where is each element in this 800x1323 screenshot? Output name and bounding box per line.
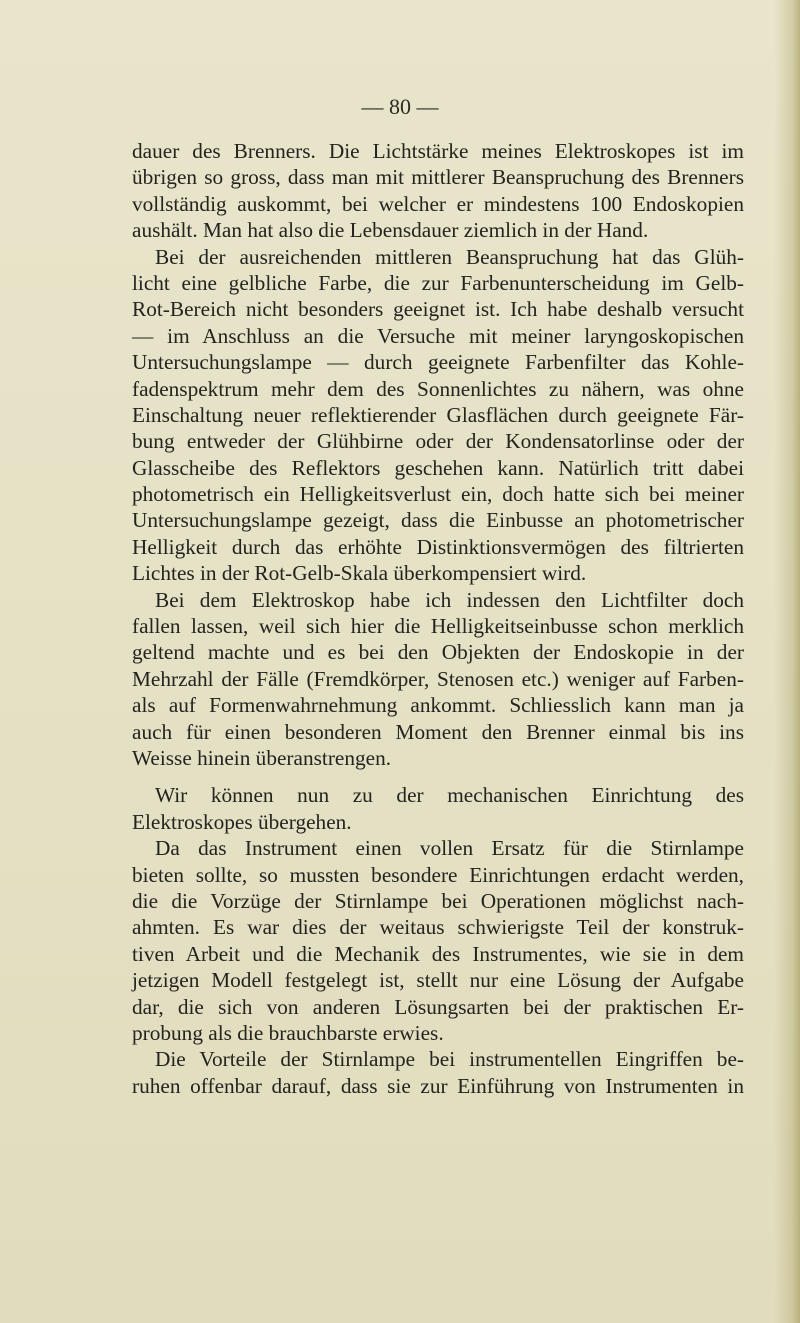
- paragraph: [132, 138, 744, 244]
- text-line: aushält. Man hat also die Lebensdauer ziemlich in der Hand.: [132, 218, 649, 243]
- section-gap: [132, 771, 744, 782]
- text-line: fallen lassen, weil sich hier die Helligkeitseinbusse schon merklich: [132, 614, 744, 639]
- text-line: — im Anschluss an die Versuche mit meiner laryngoskopischen: [132, 323, 744, 348]
- page-edge-shadow: [774, 0, 800, 1323]
- text-line: tiven Arbeit und die Mechanik des Instrumentes, wie sie in dem: [132, 941, 744, 966]
- paragraph: [132, 835, 744, 1046]
- text-line: Bei der ausreichenden mittleren Beanspruchung hat das Glüh-: [155, 244, 744, 269]
- text-line: Mehrzahl der Fälle (Fremdkörper, Stenosen etc.) weniger auf Farben-: [132, 666, 744, 691]
- text-line: bung entweder der Glühbirne oder der Kondensatorlinse oder der: [132, 429, 744, 454]
- text-line: vollständig auskommt, bei welcher er mindestens 100 Endoskopien: [132, 191, 744, 216]
- text-line: Wir können nun zu der mechanischen Einrichtung des: [155, 783, 744, 808]
- text-line: Untersuchungslampe — durch geeignete Farbenfilter das Kohle-: [132, 350, 744, 375]
- text-line: geltend machte und es bei den Objekten der Endoskopie in der: [132, 640, 744, 665]
- text-line: Helligkeit durch das erhöhte Distinktionsvermögen des filtrierten: [132, 534, 744, 559]
- text-line: Elektroskopes übergehen.: [132, 809, 352, 834]
- page-number: — 80 —: [361, 94, 439, 119]
- text-line: jetzigen Modell festgelegt ist, stellt nur eine Lösung der Aufgabe: [132, 968, 744, 993]
- text-line: ahmten. Es war dies der weitaus schwierigste Teil der konstruk-: [132, 915, 744, 940]
- paragraph: [132, 244, 744, 587]
- text-line: Rot-Bereich nicht besonders geeignet ist. Ich habe deshalb versucht: [132, 297, 744, 322]
- text-line: Bei dem Elektroskop habe ich indessen den Lichtfilter doch: [155, 587, 744, 612]
- paragraph: [132, 587, 744, 772]
- text-line: fadenspektrum mehr dem des Sonnenlichtes zu nähern, was ohne: [132, 376, 744, 401]
- text-line: dauer des Brenners. Die Lichtstärke meines Elektroskopes ist im: [132, 139, 744, 163]
- text-line: dar, die sich von anderen Lösungsarten bei der praktischen Er-: [132, 994, 744, 1019]
- text-line: Glasscheibe des Reflektors geschehen kann. Natürlich tritt dabei: [132, 455, 744, 480]
- text-line: auch für einen besonderen Moment den Brenner einmal bis ins: [132, 719, 744, 744]
- paragraph: [132, 782, 744, 835]
- text-line: ruhen offenbar darauf, dass sie zur Einführung von Instrumenten in: [132, 1073, 744, 1098]
- text-line: übrigen so gross, dass man mit mittlerer Beanspruchung des Brenners: [132, 165, 744, 190]
- text-line: Einschaltung neuer reflektierender Glasflächen durch geeignete Fär-: [132, 402, 744, 427]
- text-line: die die Vorzüge der Stirnlampe bei Operationen möglichst nach-: [132, 888, 744, 913]
- text-line: licht eine gelbliche Farbe, die zur Farbenunterscheidung im Gelb-: [132, 270, 744, 295]
- text-line: Weisse hinein überanstrengen.: [132, 745, 392, 770]
- text-line: Die Vorteile der Stirnlampe bei instrumentellen Eingriffen be-: [155, 1047, 744, 1072]
- body-text: [132, 138, 744, 1099]
- text-line: Da das Instrument einen vollen Ersatz für die Stirnlampe: [155, 836, 744, 861]
- text-line: photometrisch ein Helligkeitsverlust ein, doch hatte sich bei meiner: [132, 482, 744, 507]
- text-line: bieten sollte, so mussten besondere Einrichtungen erdacht werden,: [132, 862, 744, 887]
- text-line: probung als die brauchbarste erwies.: [132, 1020, 444, 1045]
- paragraph: [132, 1046, 744, 1099]
- text-line: Untersuchungslampe gezeigt, dass die Einbusse an photometrischer: [132, 508, 744, 533]
- text-line: als auf Formenwahrnehmung ankommt. Schliesslich kann man ja: [132, 693, 744, 718]
- text-line: Lichtes in der Rot-Gelb-Skala überkompensiert wird.: [132, 561, 587, 586]
